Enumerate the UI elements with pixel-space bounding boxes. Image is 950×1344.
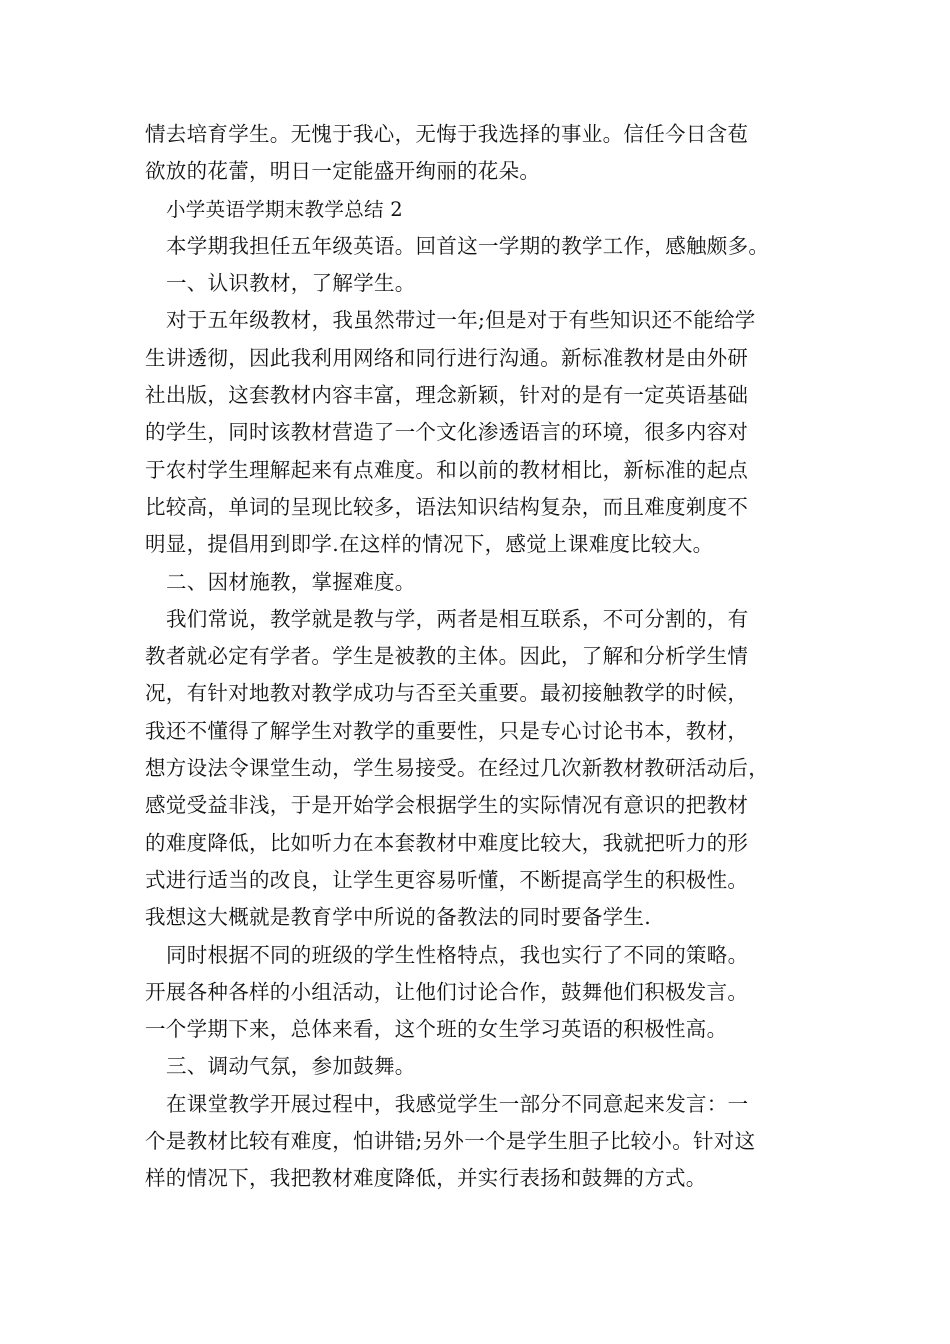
text-line: 本学期我担任五年级英语。回首这一学期的教学工作，感触颇多。 [166,233,770,258]
text-line: 的学生，同时该教材营造了一个文化渗透语言的环境，很多内容对 [145,420,749,445]
text-line: 比较高，单词的呈现比较多，语法知识结构复杂，而且难度剃度不 [145,494,749,519]
text-line: 样的情况下，我把教材难度降低，并实行表扬和鼓舞的方式。 [145,1166,707,1191]
section-heading: 一、认识教材，了解学生。 [166,271,416,296]
text-line: 的难度降低，比如听力在本套教材中难度比较大，我就把听力的形 [145,830,749,855]
text-line: 个是教材比较有难度，怕讲错;另外一个是学生胆子比较小。针对这 [145,1129,756,1154]
text-line: 欲放的花蕾，明日一定能盛开绚丽的花朵。 [145,159,541,184]
text-line: 生讲透彻，因此我利用网络和同行进行沟通。新标准教材是由外研 [145,345,749,370]
section-heading: 二、因材施教，掌握难度。 [166,569,416,594]
text-line: 我想这大概就是教育学中所说的备教法的同时要备学生. [145,905,652,930]
text-line: 况，有针对地教对教学成功与否至关重要。最初接触教学的时候， [145,681,749,706]
text-line: 式进行适当的改良，让学生更容易听懂，不断提高学生的积极性。 [145,867,749,892]
text-line: 明显，提倡用到即学.在这样的情况下，感觉上课难度比较大。 [145,532,714,557]
text-line: 想方设法令课堂生动，学生易接受。在经过几次新教材教研活动后， [145,756,769,781]
text-line: 一个学期下来，总体来看，这个班的女生学习英语的积极性高。 [145,1017,728,1042]
text-line: 感觉受益非浅，于是开始学会根据学生的实际情况有意识的把教材 [145,793,749,818]
text-line: 我们常说，教学就是教与学，两者是相互联系，不可分割的，有 [166,606,749,631]
section-heading: 三、调动气氛，参加鼓舞。 [166,1054,416,1079]
section-title: 小学英语学期末教学总结 2 [166,197,404,221]
text-line: 同时根据不同的班级的学生性格特点，我也实行了不同的策略。 [166,942,749,967]
text-line: 教者就必定有学者。学生是被教的主体。因此，了解和分析学生情 [145,644,749,669]
text-line: 于农村学生理解起来有点难度。和以前的教材相比，新标准的起点 [145,457,749,482]
text-line: 情去培育学生。无愧于我心，无悔于我选择的事业。信任今日含苞 [145,122,749,146]
text-line: 我还不懂得了解学生对教学的重要性，只是专心讨论书本，教材， [145,718,749,743]
text-line: 在课堂教学开展过程中，我感觉学生一部分不同意起来发言：一 [166,1091,749,1116]
text-line: 对于五年级教材，我虽然带过一年;但是对于有些知识还不能给学 [166,308,756,333]
text-line: 社出版，这套教材内容丰富，理念新颖，针对的是有一定英语基础 [145,383,749,408]
text-line: 开展各种各样的小组活动，让他们讨论合作，鼓舞他们积极发言。 [145,979,749,1004]
document-body [145,116,825,1198]
